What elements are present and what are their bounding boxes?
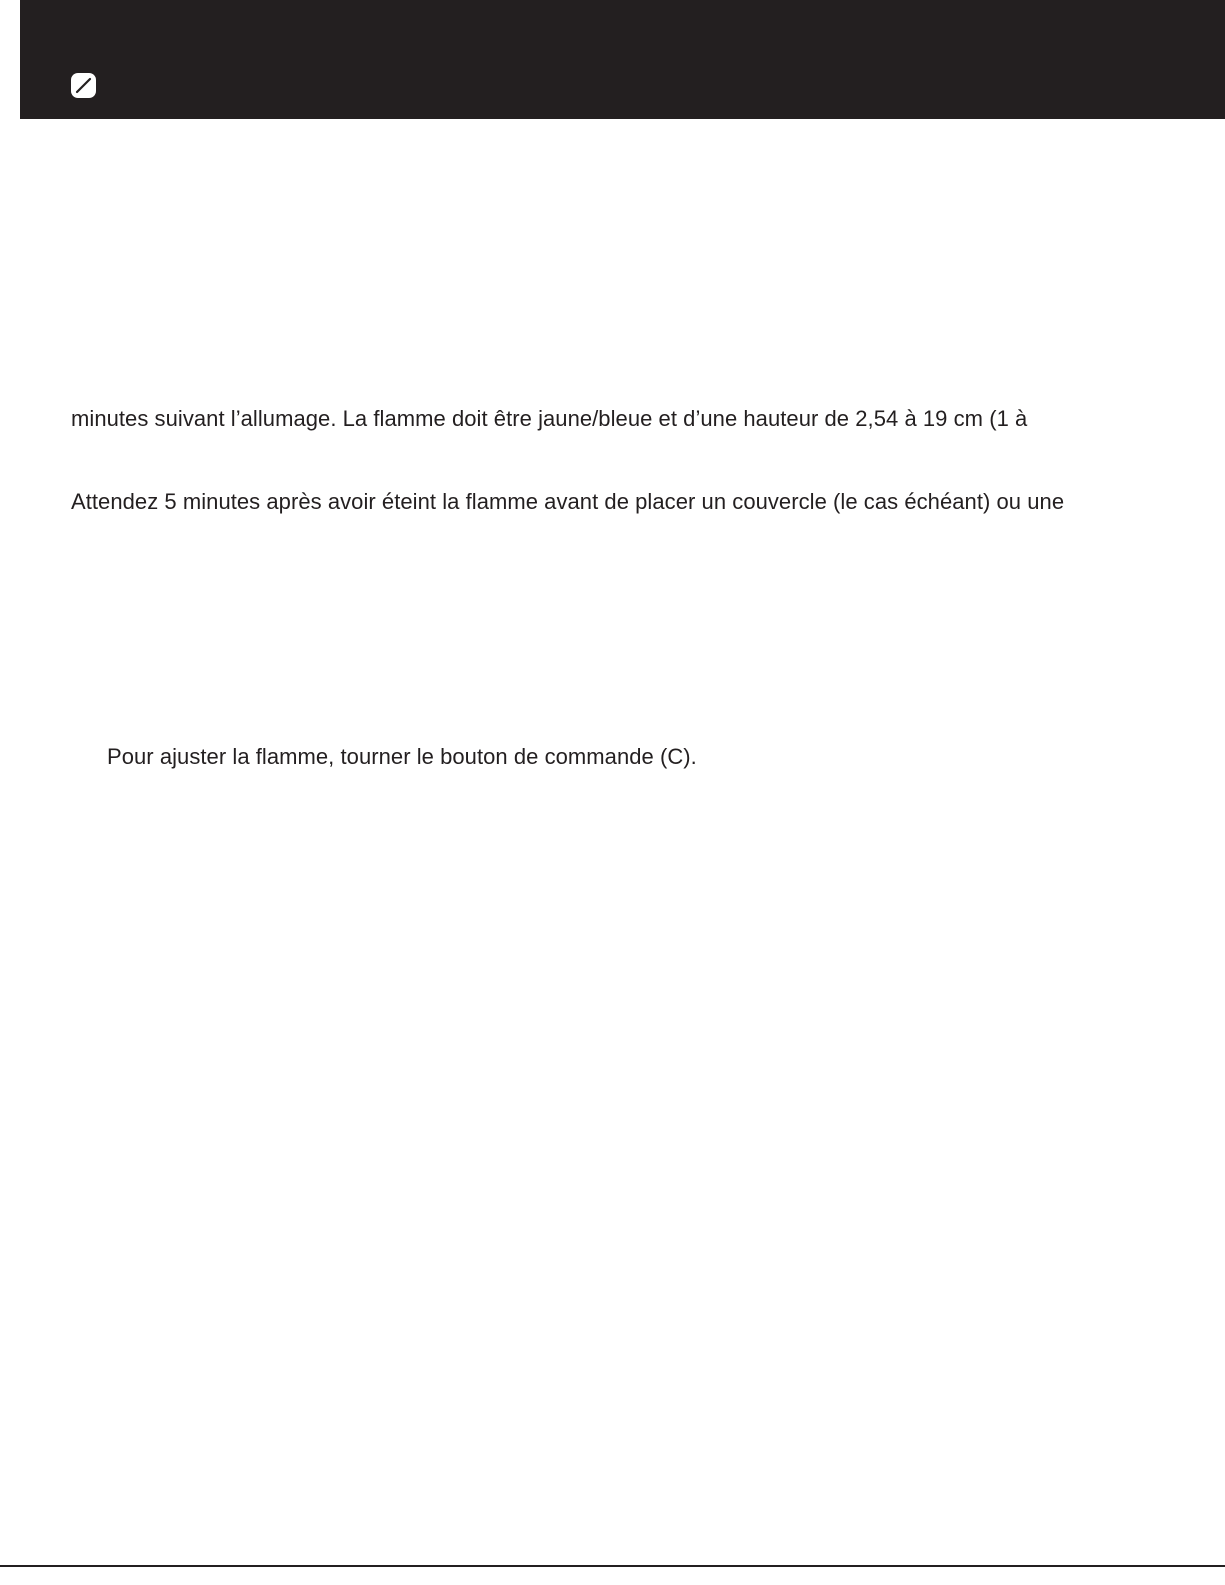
page-bottom-rule: [0, 1565, 1225, 1567]
brand-logo-icon: [71, 73, 96, 98]
body-text-line-allumage: minutes suivant l’allumage. La flamme doit être jaune/bleue et d’une hauteur de 2,54 à 19 cm (1 à: [71, 406, 1028, 431]
header-bar: [20, 0, 1225, 119]
instruction-ajuster-flamme: Pour ajuster la flamme, tourner le bouton de commande (C).: [107, 744, 697, 769]
body-text-line-attendez: Attendez 5 minutes après avoir éteint la flamme avant de placer un couvercle (le cas échéant) ou une: [71, 489, 1065, 514]
